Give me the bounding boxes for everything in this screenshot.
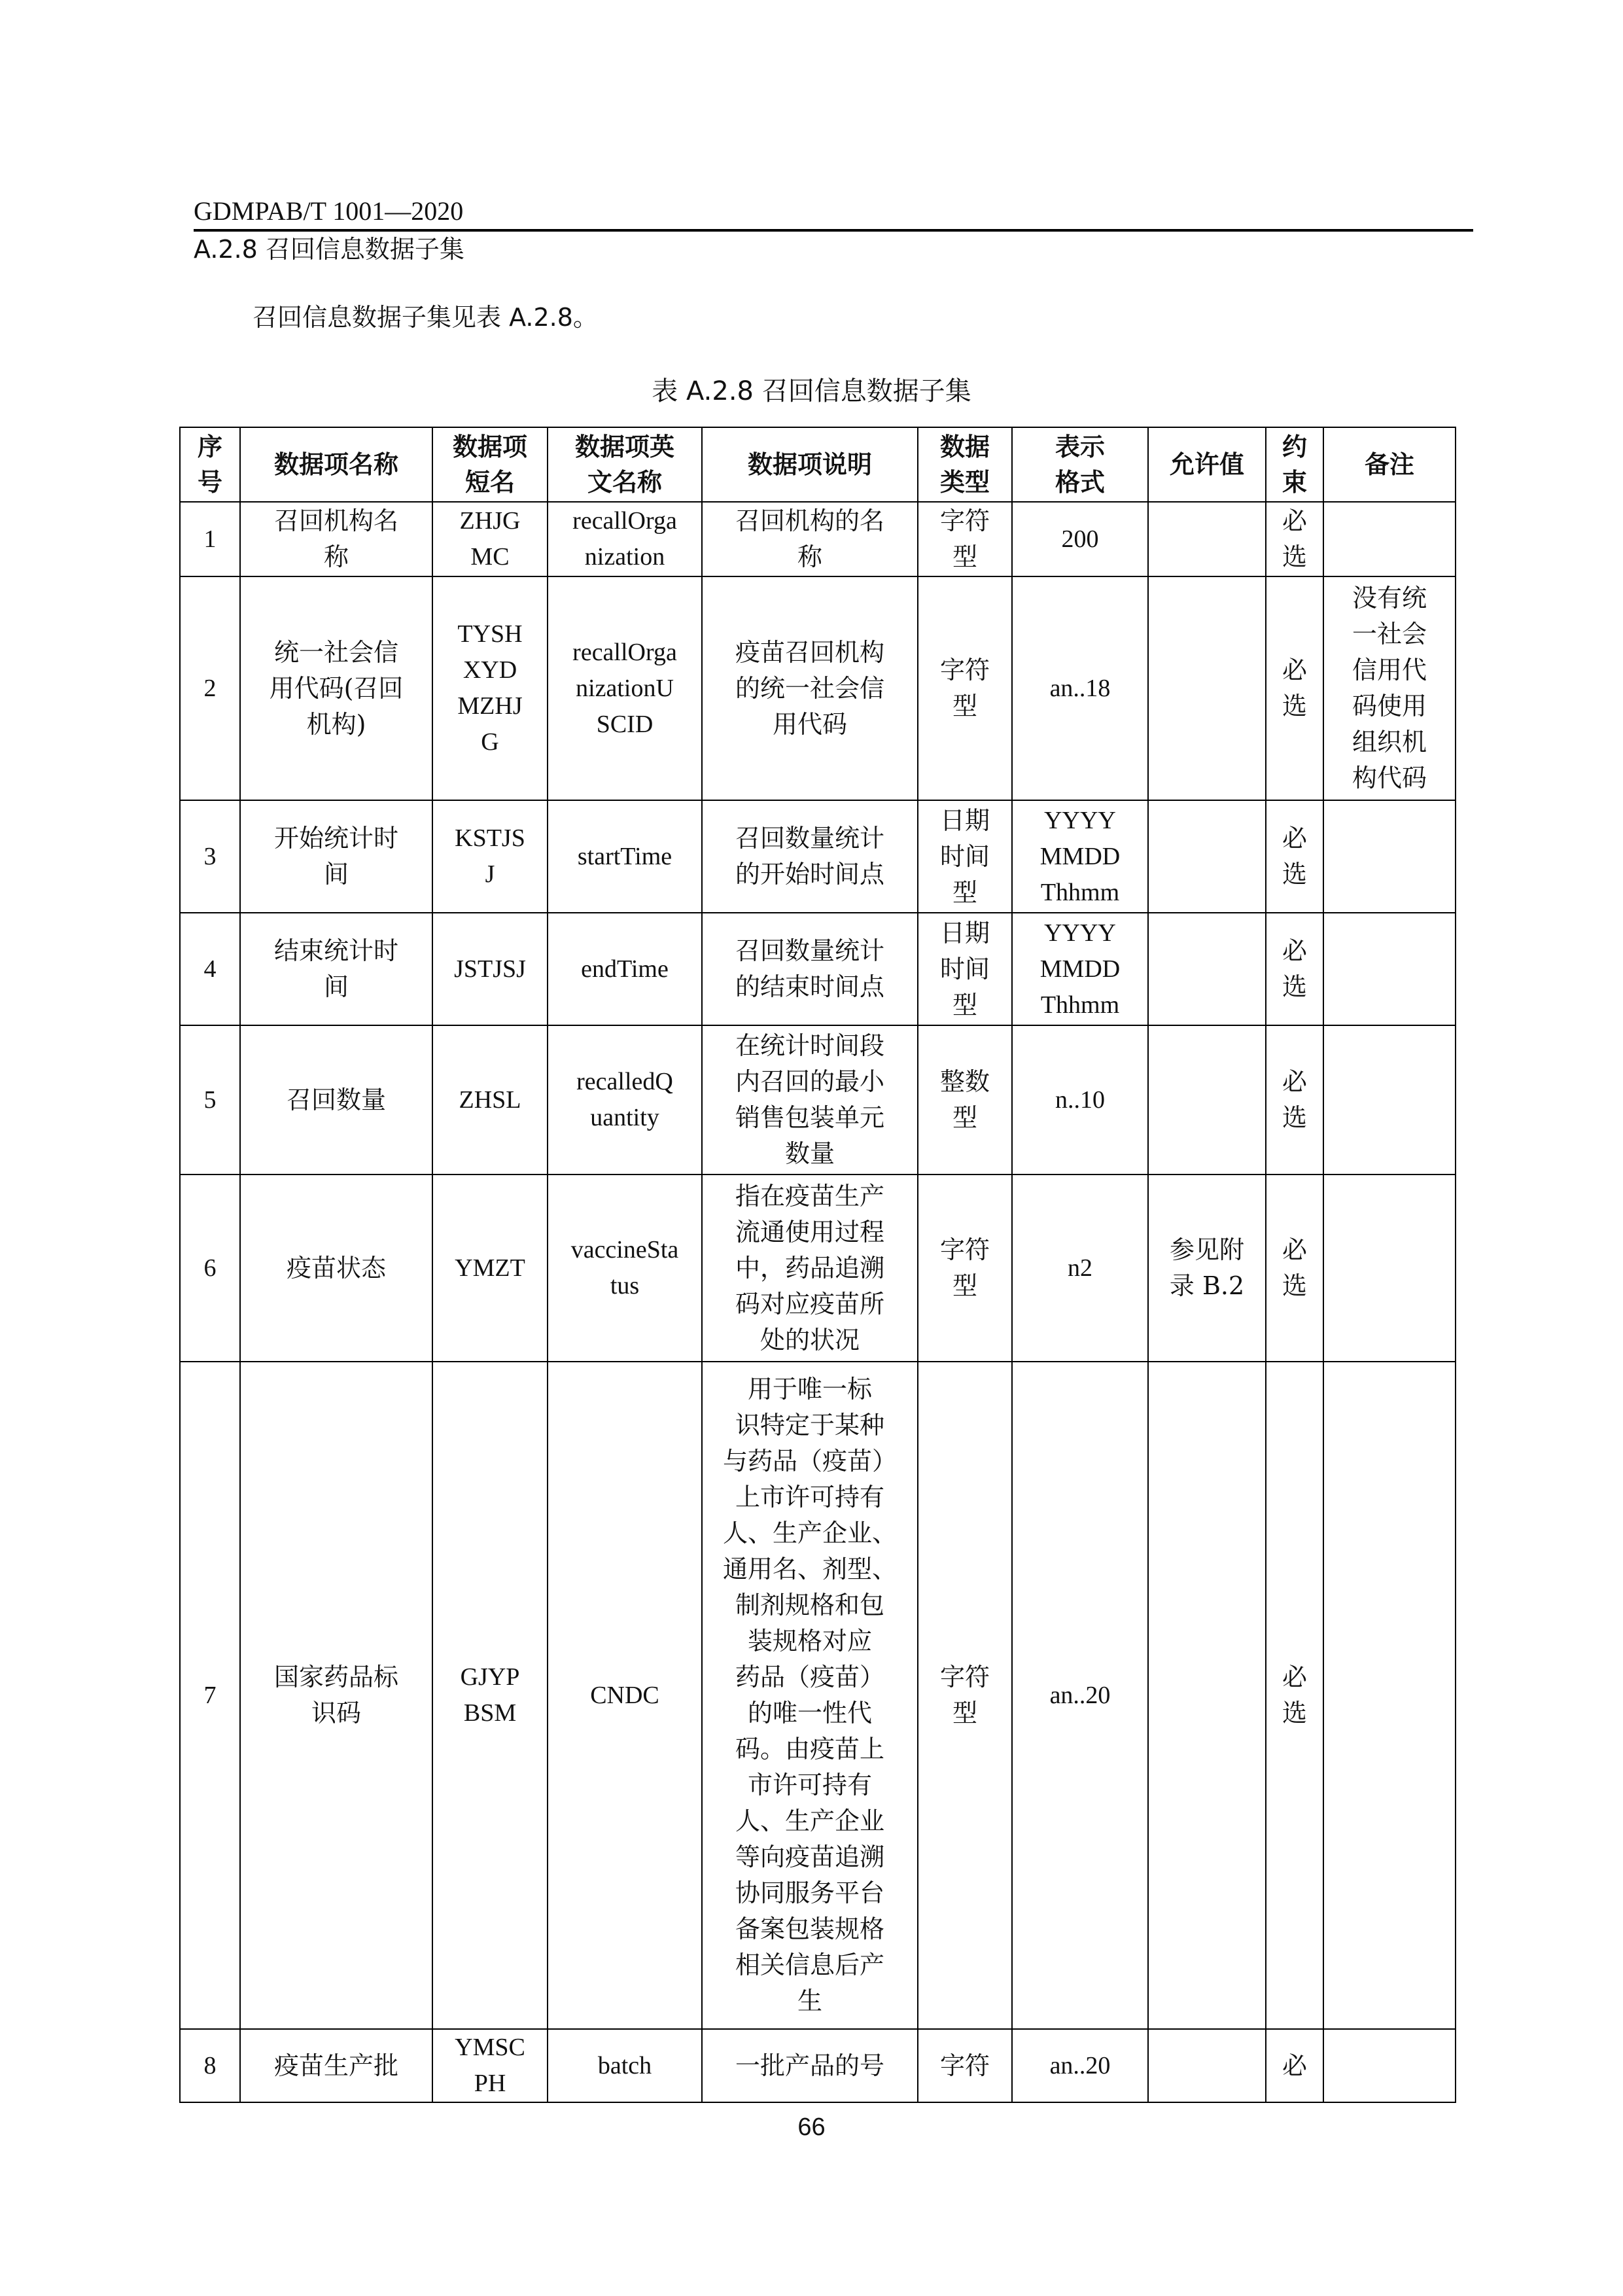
table-cell: 必 bbox=[1266, 2029, 1323, 2102]
table-cell bbox=[1323, 2029, 1456, 2102]
table-row bbox=[180, 2029, 1456, 2102]
table-cell: 在统计时间段 内召回的最小 销售包装单元 数量 bbox=[702, 1025, 918, 1174]
header-cell: 备注 bbox=[1323, 427, 1456, 502]
table-cell: 统一社会信 用代码(召回 机构) bbox=[240, 576, 432, 800]
table-cell: 疫苗状态 bbox=[240, 1174, 432, 1362]
table-row bbox=[180, 1362, 1456, 2029]
table-cell: 整数 型 bbox=[918, 1025, 1012, 1174]
table-cell: YMZT bbox=[432, 1174, 548, 1362]
header-cell: 数据项说明 bbox=[702, 427, 918, 502]
header-cell: 数据项 短名 bbox=[432, 427, 548, 502]
table-cell: 4 bbox=[180, 913, 240, 1025]
table-cell: recallOrga nization bbox=[548, 502, 702, 576]
table-cell: KSTJS J bbox=[432, 800, 548, 913]
table-cell: 一批产品的号 bbox=[702, 2029, 918, 2102]
table-cell: 国家药品标 识码 bbox=[240, 1362, 432, 2029]
table-row bbox=[180, 502, 1456, 576]
table-cell: 6 bbox=[180, 1174, 240, 1362]
table-cell: 结束统计时 间 bbox=[240, 913, 432, 1025]
table-cell: YYYY MMDD Thhmm bbox=[1012, 800, 1148, 913]
header-cell: 表示 格式 bbox=[1012, 427, 1148, 502]
table-cell: 2 bbox=[180, 576, 240, 800]
table-caption: 表 A.2.8 召回信息数据子集 bbox=[652, 376, 971, 406]
table-cell: 字符 型 bbox=[918, 1174, 1012, 1362]
table-cell: n2 bbox=[1012, 1174, 1148, 1362]
table-cell: 指在疫苗生产 流通使用过程 中，药品追溯 码对应疫苗所 处的状况 bbox=[702, 1174, 918, 1362]
table-cell: 召回机构的名 称 bbox=[702, 502, 918, 576]
table-cell: vaccineSta tus bbox=[548, 1174, 702, 1362]
table-cell: 必 选 bbox=[1266, 502, 1323, 576]
table-cell: an..20 bbox=[1012, 2029, 1148, 2102]
table-cell bbox=[1148, 1362, 1266, 2029]
table-cell: 召回数量统计 的结束时间点 bbox=[702, 913, 918, 1025]
table-cell bbox=[1148, 800, 1266, 913]
header-cell: 允许值 bbox=[1148, 427, 1266, 502]
table-cell bbox=[1148, 502, 1266, 576]
table-cell: 必 选 bbox=[1266, 913, 1323, 1025]
table-cell bbox=[1148, 913, 1266, 1025]
table-cell: 日期 时间 型 bbox=[918, 800, 1012, 913]
header-cell: 约 束 bbox=[1266, 427, 1323, 502]
table-cell: 必 选 bbox=[1266, 1174, 1323, 1362]
table-cell: 7 bbox=[180, 1362, 240, 2029]
table-cell: endTime bbox=[548, 913, 702, 1025]
header-cell: 数据 类型 bbox=[918, 427, 1012, 502]
table-cell: 必 选 bbox=[1266, 800, 1323, 913]
table-cell: YMSC PH bbox=[432, 2029, 548, 2102]
header-cell: 数据项英 文名称 bbox=[548, 427, 702, 502]
table-cell: ZHSL bbox=[432, 1025, 548, 1174]
table-row bbox=[180, 1174, 1456, 1362]
table-cell: startTime bbox=[548, 800, 702, 913]
table-cell bbox=[1323, 1025, 1456, 1174]
table-cell: GJYP BSM bbox=[432, 1362, 548, 2029]
table-cell: 开始统计时 间 bbox=[240, 800, 432, 913]
table-cell: batch bbox=[548, 2029, 702, 2102]
table-cell: 1 bbox=[180, 502, 240, 576]
table-cell: 200 bbox=[1012, 502, 1148, 576]
table-cell bbox=[1323, 502, 1456, 576]
header-cell: 序 号 bbox=[180, 427, 240, 502]
table-cell: n..10 bbox=[1012, 1025, 1148, 1174]
table-cell: an..18 bbox=[1012, 576, 1148, 800]
table-cell: 8 bbox=[180, 2029, 240, 2102]
table-row bbox=[180, 1025, 1456, 1174]
table-cell bbox=[1323, 800, 1456, 913]
table-cell: 字符 型 bbox=[918, 576, 1012, 800]
table-cell: JSTJSJ bbox=[432, 913, 548, 1025]
table-row bbox=[180, 913, 1456, 1025]
table-cell: 疫苗召回机构 的统一社会信 用代码 bbox=[702, 576, 918, 800]
table-cell: YYYY MMDD Thhmm bbox=[1012, 913, 1148, 1025]
table-cell: 必 选 bbox=[1266, 576, 1323, 800]
table-cell: an..20 bbox=[1012, 1362, 1148, 2029]
table-cell: 参见附 录 B.2 bbox=[1148, 1174, 1266, 1362]
table-cell: 没有统 一社会 信用代 码使用 组织机 构代码 bbox=[1323, 576, 1456, 800]
table-cell: 必 选 bbox=[1266, 1362, 1323, 2029]
table-cell: recallOrga nizationU SCID bbox=[548, 576, 702, 800]
table-cell: ZHJG MC bbox=[432, 502, 548, 576]
table-cell: 必 选 bbox=[1266, 1025, 1323, 1174]
section-title: A.2.8 召回信息数据子集 bbox=[194, 235, 464, 264]
page-header bbox=[194, 195, 1473, 232]
page-number: 66 bbox=[797, 2113, 826, 2141]
table-cell bbox=[1148, 1025, 1266, 1174]
table-cell: 字符 bbox=[918, 2029, 1012, 2102]
table-cell bbox=[1323, 1174, 1456, 1362]
header-cell: 数据项名称 bbox=[240, 427, 432, 502]
table-cell bbox=[1148, 2029, 1266, 2102]
table-cell: 用于唯一标 识特定于某种 与药品（疫苗） 上市许可持有 人、生产企业、 通用名、剂型、 制剂规格和包 装规格对应 药品（疫苗） 的唯一性代 码。由疫苗上 市许可持有 人、生产企业 等向疫苗追溯 协同服务平台 备案包装规格 相关信息后产 生 bbox=[702, 1362, 918, 2029]
table-cell: 疫苗生产批 bbox=[240, 2029, 432, 2102]
table-cell bbox=[1323, 913, 1456, 1025]
table-cell: 召回机构名 称 bbox=[240, 502, 432, 576]
table-cell bbox=[1148, 576, 1266, 800]
document-code: GDMPAB/T 1001—2020 bbox=[194, 196, 464, 226]
table-row bbox=[180, 800, 1456, 913]
table-cell: CNDC bbox=[548, 1362, 702, 2029]
table-cell: 字符 型 bbox=[918, 502, 1012, 576]
table-cell: 3 bbox=[180, 800, 240, 913]
table-cell: 日期 时间 型 bbox=[918, 913, 1012, 1025]
table-cell bbox=[1323, 1362, 1456, 2029]
table-cell: 召回数量 bbox=[240, 1025, 432, 1174]
table-header-row bbox=[180, 427, 1456, 502]
table-cell: TYSH XYD MZHJ G bbox=[432, 576, 548, 800]
table-cell: recalledQ uantity bbox=[548, 1025, 702, 1174]
table-row bbox=[180, 576, 1456, 800]
table-cell: 5 bbox=[180, 1025, 240, 1174]
table-cell: 召回数量统计 的开始时间点 bbox=[702, 800, 918, 913]
table-cell: 字符 型 bbox=[918, 1362, 1012, 2029]
recall-data-table bbox=[179, 427, 1456, 2103]
body-paragraph: 召回信息数据子集见表 A.2.8。 bbox=[253, 303, 598, 332]
